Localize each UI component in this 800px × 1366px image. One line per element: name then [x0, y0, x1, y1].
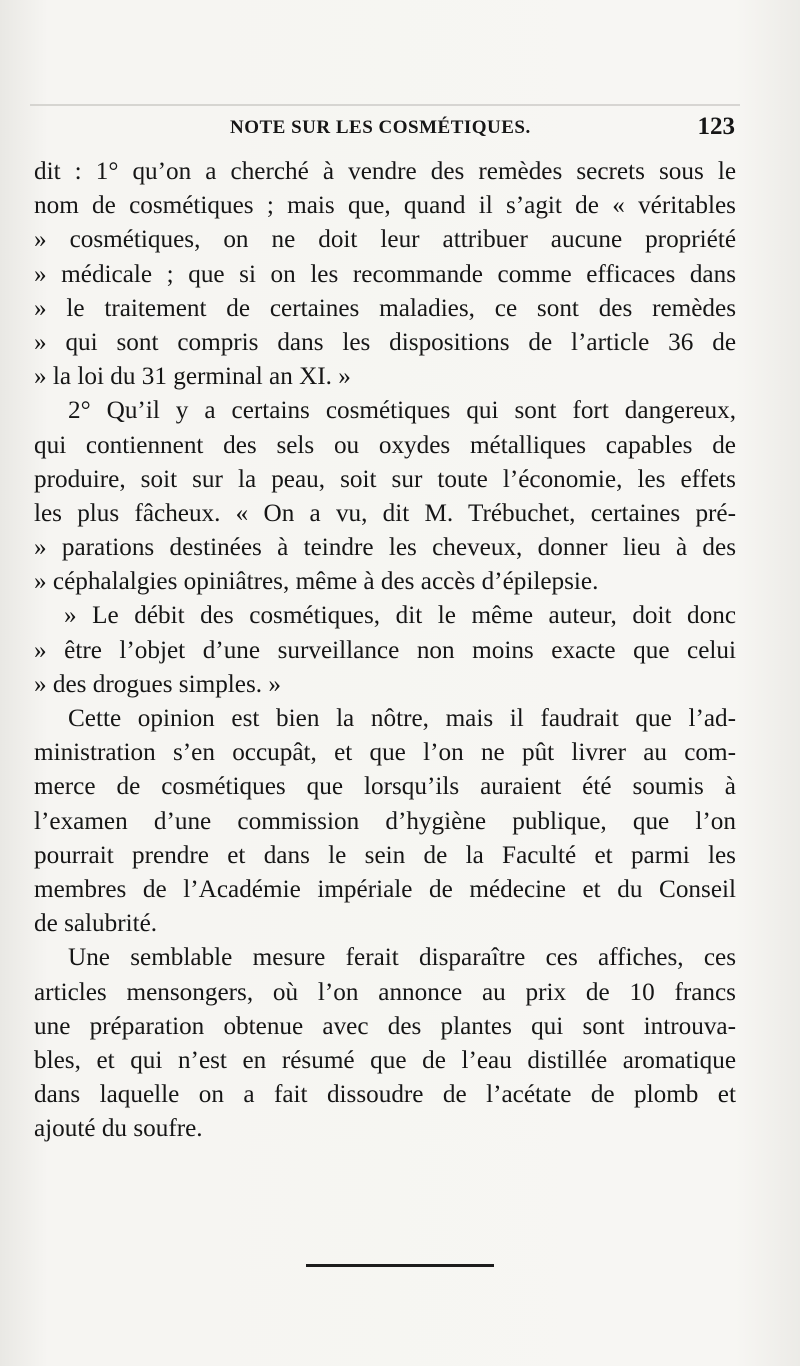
- text-line: merce de cosmétiques que lorsqu’ils auraient été soumis à: [34, 773, 736, 801]
- text-line: de salubrité.: [34, 910, 158, 938]
- text-line: » qui sont compris dans les dispositions de l’article 36 de: [34, 328, 736, 356]
- end-rule: [306, 1264, 494, 1267]
- page-header: [40, 113, 740, 147]
- paragraph-2: [34, 394, 736, 599]
- text-line: » parations destinées à teindre les cheveux, donner lieu à des: [34, 534, 736, 562]
- text-line: les plus fâcheux. « On a vu, dit M. Trébuchet, certaines pré-: [34, 499, 736, 527]
- text-line: membres de l’Académie impériale de médecine et du Conseil: [34, 875, 736, 903]
- text-line: ajouté du soufre.: [34, 1115, 203, 1143]
- text-line: bles, et qui n’est en résumé que de l’eau distillée aromatique: [34, 1046, 736, 1074]
- running-title: NOTE SUR LES COSMÉTIQUES.: [230, 117, 531, 138]
- paragraph-4: [34, 702, 736, 941]
- paragraph-3: [34, 599, 736, 702]
- header-rule: [30, 104, 740, 106]
- text-line: Cette opinion est bien la nôtre, mais il faudrait que l’ad-: [68, 705, 736, 732]
- text-line: » être l’objet d’une surveillance non moins exacte que celui: [34, 636, 736, 664]
- text-line: l’examen d’une commission d’hygiène publique, que l’on: [34, 807, 736, 835]
- text-line: produire, soit sur la peau, soit sur toute l’économie, les effets: [34, 465, 736, 493]
- text-line: dans laquelle on a fait dissoudre de l’acétate de plomb et: [34, 1081, 736, 1109]
- text-line: qui contiennent des sels ou oxydes métalliques capables de: [34, 431, 736, 459]
- text-line: » cosmétiques, on ne doit leur attribuer aucune propriété: [34, 226, 736, 254]
- body-text: [34, 155, 736, 1146]
- paragraph-1: [34, 155, 736, 394]
- text-line: 2° Qu’il y a certains cosmétiques qui sont fort dangereux,: [68, 397, 736, 425]
- text-line: » le traitement de certaines maladies, ce sont des remèdes: [34, 294, 736, 322]
- text-line: Une semblable mesure ferait disparaître ces affiches, ces: [68, 944, 736, 972]
- text-line: une préparation obtenue avec des plantes qui sont introuva-: [34, 1012, 736, 1040]
- page-number: 123: [697, 113, 735, 140]
- paragraph-5: [34, 941, 736, 1146]
- text-line: » Le débit des cosmétiques, dit le même auteur, doit donc: [64, 602, 736, 630]
- text-line: articles mensongers, où l’on annonce au prix de 10 francs: [34, 978, 736, 1006]
- text-line: » céphalalgies opiniâtres, même à des accès d’épilepsie.: [34, 568, 599, 596]
- text-line: » des drogues simples. »: [34, 670, 281, 698]
- text-line: nom de cosmétiques ; mais que, quand il s’agit de « véritables: [34, 192, 736, 220]
- text-line: dit : 1° qu’on a cherché à vendre des remèdes secrets sous le: [34, 158, 736, 185]
- text-line: ministration s’en occupât, et que l’on ne pût livrer au com-: [34, 739, 736, 767]
- text-line: » la loi du 31 germinal an XI. »: [34, 363, 351, 391]
- text-line: pourrait prendre et dans le sein de la Faculté et parmi les: [34, 841, 736, 869]
- text-line: » médicale ; que si on les recommande comme efficaces dans: [34, 260, 736, 288]
